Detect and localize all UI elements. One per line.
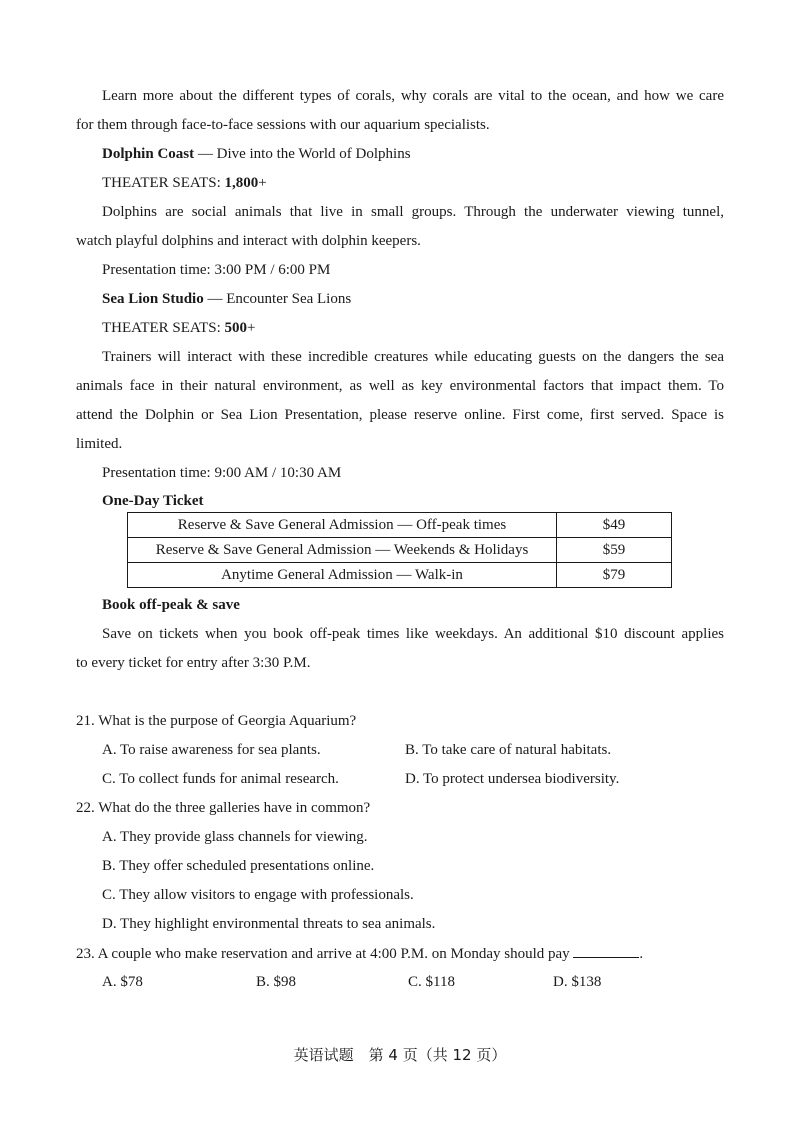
answer-option: D. To protect undersea biodiversity. <box>405 771 620 787</box>
answer-option: D. $138 <box>553 974 602 990</box>
table-row <box>128 563 672 588</box>
answer-option: D. They highlight environmental threats to sea animals. <box>102 916 436 932</box>
dolphin-seats <box>102 173 267 193</box>
offpeak-heading: Book off-peak & save <box>102 597 240 613</box>
answer-blank <box>573 943 639 958</box>
sealion-name: Sea Lion Studio <box>102 291 204 307</box>
offpeak-line: Save on tickets when you book off-peak times like weekdays. An additional $10 discount applies <box>102 626 724 642</box>
question-stem: 21. What is the purpose of Georgia Aquarium? <box>76 713 357 729</box>
ticket-type-cell: Reserve & Save General Admission — Weekends & Holidays <box>128 538 557 563</box>
answer-option: A. To raise awareness for sea plants. <box>102 742 321 758</box>
table-row <box>128 513 672 538</box>
answer-option: B. They offer scheduled presentations online. <box>102 858 375 874</box>
sealion-desc-line: animals face in their natural environment, as well as key environmental factors that impact them. To <box>76 378 724 394</box>
seats-value: 500 <box>224 320 248 336</box>
sealion-seats <box>102 318 255 338</box>
dolphin-desc-line: watch playful dolphins and interact with dolphin keepers. <box>76 233 421 249</box>
sealion-desc-line: limited. <box>76 436 123 452</box>
dolphin-desc-line: Dolphins are social animals that live in small groups. Through the underwater viewing tunnel, <box>102 204 724 220</box>
ticket-price-cell: $59 <box>557 538 672 563</box>
seats-label: THEATER SEATS: <box>102 175 225 191</box>
intro-line: Learn more about the different types of corals, why corals are vital to the ocean, and how we care <box>102 88 724 104</box>
question-stem: 22. What do the three galleries have in common? <box>76 800 371 816</box>
table-row <box>128 538 672 563</box>
ticket-table <box>127 512 672 588</box>
sealion-desc-line: attend the Dolphin or Sea Lion Presentation, please reserve online. First come, first served. Space is <box>76 407 724 423</box>
answer-option: C. $118 <box>408 974 455 990</box>
ticket-type-cell: Reserve & Save General Admission — Off-peak times <box>128 513 557 538</box>
sealion-desc-line: Trainers will interact with these incredible creatures while educating guests on the dangers the sea <box>102 349 724 365</box>
answer-option: B. $98 <box>256 974 297 990</box>
seats-label: THEATER SEATS: <box>102 320 225 336</box>
seats-suffix: + <box>258 175 267 191</box>
ticket-price-cell: $79 <box>557 563 672 588</box>
dolphin-tagline: — Dive into the World of Dolphins <box>194 146 411 162</box>
dolphin-name: Dolphin Coast <box>102 146 195 162</box>
seats-suffix: + <box>247 320 256 336</box>
offpeak-line: to every ticket for entry after 3:30 P.M. <box>76 655 311 671</box>
answer-option: C. To collect funds for animal research. <box>102 771 339 787</box>
seats-value: 1,800 <box>224 175 259 191</box>
ticket-price-cell: $49 <box>557 513 672 538</box>
sealion-heading <box>102 289 351 309</box>
ticket-heading: One-Day Ticket <box>102 493 204 509</box>
question-stem: 23. A couple who make reservation and arrive at 4:00 P.M. on Monday should pay . <box>76 943 643 964</box>
answer-option: A. They provide glass channels for viewing. <box>102 829 368 845</box>
sealion-time: Presentation time: 9:00 AM / 10:30 AM <box>102 465 342 481</box>
dolphin-heading <box>102 144 411 164</box>
answer-option: B. To take care of natural habitats. <box>405 742 612 758</box>
answer-option: A. $78 <box>102 974 143 990</box>
intro-line: for them through face-to-face sessions with our aquarium specialists. <box>76 117 490 133</box>
dolphin-time: Presentation time: 3:00 PM / 6:00 PM <box>102 262 331 278</box>
page-footer: 英语试题 第 4 页（共 12 页） <box>293 1046 507 1064</box>
answer-option: C. They allow visitors to engage with professionals. <box>102 887 414 903</box>
ticket-type-cell: Anytime General Admission — Walk-in <box>128 563 557 588</box>
sealion-tagline: — Encounter Sea Lions <box>203 291 352 307</box>
